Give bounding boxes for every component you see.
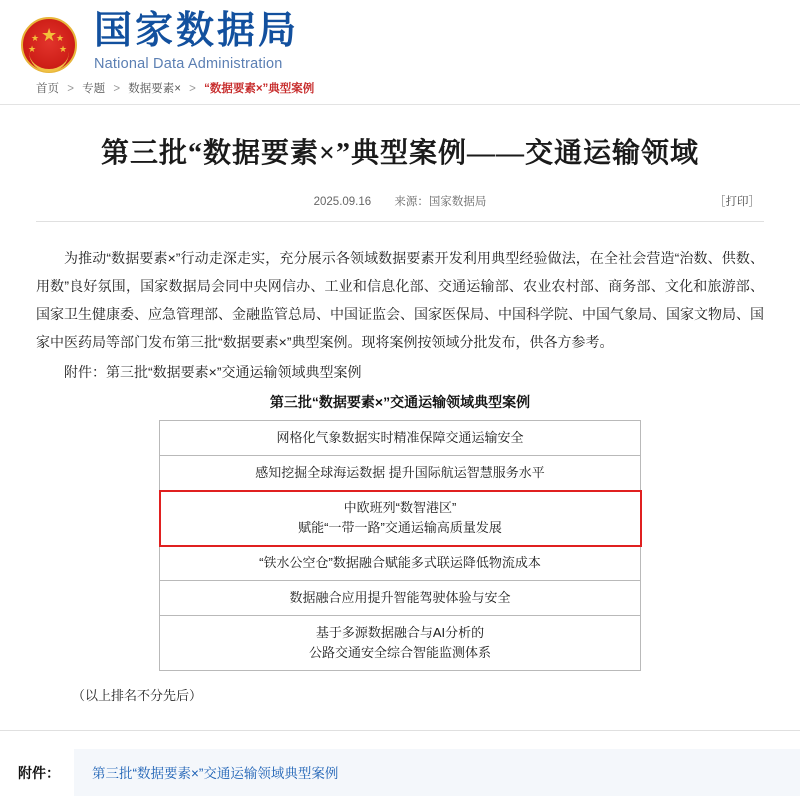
article-meta	[36, 193, 764, 209]
case-table	[159, 420, 641, 671]
ranking-note: （以上排名不分先后）	[72, 688, 203, 703]
case-cell-line-2: 赋能“一带一路”交通运输高质量发展	[298, 520, 502, 535]
breadcrumb-item-topic[interactable]: 专题	[82, 83, 106, 95]
attachment-box	[74, 749, 800, 796]
case-cell	[160, 616, 641, 671]
table-row	[160, 456, 641, 491]
brand-title-en: National Data Administration	[94, 55, 283, 72]
case-cell: 感知挖掘全球海运数据 提升国际航运智慧服务水平	[160, 456, 641, 491]
breadcrumb-item-data-element[interactable]: 数据要素×	[128, 83, 181, 95]
attachment-note: 附件：第三批“数据要素×”交通运输领域典型案例	[64, 364, 362, 380]
breadcrumb-separator: >	[67, 83, 74, 95]
case-cell	[160, 491, 641, 546]
brand-title-cn: 国家数据局	[94, 10, 300, 52]
case-cell-line-1: 中欧班列“数智港区”	[343, 500, 457, 515]
breadcrumb-separator: >	[113, 83, 121, 95]
case-cell: 数据融合应用提升智能驾驶体验与安全	[160, 581, 641, 616]
table-row-highlighted	[160, 491, 641, 546]
breadcrumb-item-current: “数据要素×”典型案例	[204, 83, 315, 95]
case-cell: 网格化气象数据实时精准保障交通运输安全	[160, 421, 641, 456]
table-row	[160, 546, 641, 581]
article-body	[36, 244, 764, 356]
article-source: 来源：国家数据局	[394, 196, 487, 208]
attachment-link[interactable]: 第三批“数据要素×”交通运输领域典型案例	[92, 766, 339, 781]
header-divider	[36, 221, 764, 222]
case-cell-line-1: 基于多源数据融合与AI分析的	[315, 625, 485, 640]
case-cell: “铁水公空仓”数据融合赋能多式联运降低物流成本	[160, 546, 641, 581]
publish-date: 2025.09.16	[313, 196, 372, 208]
page-title: 第三批“数据要素×”典型案例——交通运输领域	[101, 138, 699, 169]
site-brand	[94, 12, 299, 72]
article-paragraph: 为推动“数据要素×”行动走深走实，充分展示各领域数据要素开发利用典型经验做法，在全社会营造“治数、供数、用数”良好氛围，国家数据局会同中央网信办、工业和信息化部、交通运输部、农业农村部、商务部、文化和旅游部、国家卫生健康委、应急管理部、金融监管总局、中国证监会、国家医保局、中国科学院、中国气象局、国家文物局、国家中医药局等部门发布第三批“数据要素×”典型案例。现将案例按领域分批发布，供各方参考。	[36, 250, 764, 350]
breadcrumb-separator: >	[189, 83, 196, 95]
breadcrumb	[0, 74, 800, 105]
case-cell-line-2: 公路交通安全综合智能监测体系	[308, 645, 491, 660]
attachment-bar	[0, 730, 800, 796]
national-emblem-icon: ★ ★ ★ ★ ★	[18, 14, 80, 76]
table-row	[160, 616, 641, 671]
case-table-title: 第三批“数据要素×”交通运输领域典型案例	[269, 394, 531, 410]
attachment-label: 附件：	[18, 764, 60, 781]
breadcrumb-item-home[interactable]: 首页	[36, 83, 59, 95]
site-header	[0, 0, 800, 74]
table-row	[160, 421, 641, 456]
table-row	[160, 581, 641, 616]
article	[0, 131, 800, 704]
print-button[interactable]: ［打印］	[714, 196, 760, 208]
